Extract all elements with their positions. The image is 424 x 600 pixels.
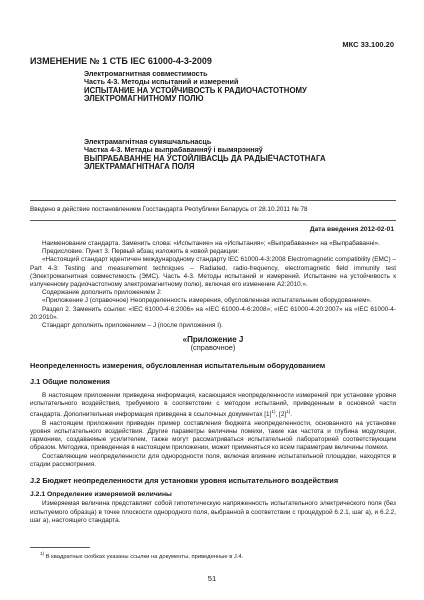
footnote-ref: 1) (271, 409, 276, 415)
section-heading: J.1 Общие положения (30, 376, 110, 386)
title-by-line: Электрамагнітная сумяшчальнасць (84, 137, 212, 146)
section-heading: Неопределенность измерения, обусловленная испытательным оборудованием (30, 360, 326, 370)
standard-title-by (84, 138, 326, 172)
appendix-subtitle: (справочное) (190, 343, 236, 353)
paragraph: Раздел 2. Заменить ссылки: «IEC 61000-4-6:2006» на «IEC 61000-4-6:2008»; «IEC 61000-4-20:2007» на «IEC 61000-4-20:2010». (30, 305, 396, 321)
title-ru-line: Электромагнитная совместимость (84, 69, 208, 78)
divider (30, 220, 396, 221)
title-by-line: ЭЛЕКТРАМАГНІТНАГА ПОЛЯ (84, 162, 195, 172)
title-by-line: Частка 4-3. Метады выпрабаванняў і вымярэнняў (84, 145, 263, 155)
paragraph: «Приложение J (справочное) Неопределенность измерения, обусловленная испытательным оборудованием». (42, 297, 372, 305)
title-by-line: ВЫПРАБАВАННЕ НА ЎСТОЙЛІВАСЦЬ ДА РАДЫЁЧАСТОТНАГА (84, 153, 326, 163)
footnote-ref: 1) (286, 409, 291, 415)
effective-date: Дата введения 2012-02-01 (309, 226, 394, 233)
title-ru-line: ЭЛЕКТРОМАГНИТНОМУ ПОЛЮ (84, 94, 204, 104)
paragraph: Предисловие. Пункт 3. Первый абзац изложить в новой редакции: (42, 248, 240, 256)
paragraph: В настоящем приложении приведен пример составления бюджета неопределенности, основанного на установке уровня испытательного воздействия. Другие параметры величины помехи, такие как частота и глубина модуляции, гармоники, создаваемые усилителем, также могут рассматриваться испытательной лабораторией соответствующим образом. Методика, приведенная в настоящем приложении, может применяться ко всем параметрам величины помехи. (30, 419, 396, 452)
paragraph: Содержание дополнить приложением J: (42, 289, 162, 297)
paragraph (30, 392, 396, 420)
page-number: 51 (207, 574, 217, 583)
footnote (40, 551, 243, 560)
text-run: В настоящем приложении приведена информация, касающаяся неопределенности измерений при установке уровня испытательного воздействия, требуемого в соответствии с методом испытаний, приведенным в основной части стандарта. Дополнительная информация приведена в ссылочных документах [1] (30, 392, 396, 419)
document-body (30, 240, 396, 525)
text-run: , [2] (275, 411, 287, 419)
classification-code: МКС 33.100.20 (342, 40, 394, 49)
paragraph: Стандарт дополнить приложением – J (после приложения I). (42, 322, 223, 330)
subsection-heading: J.2.1 Определение измеряемой величины (30, 491, 172, 499)
paragraph: «Настоящий стандарт идентичен международному стандарту IEC 61000-4-3:2008 Electromagnetic compatibility (EMC) – Part 4-3: Testing and measurement techniques – Radiated, radio-frequency, electromagnetic field immunity test (Электромагнитная совместимость (ЭМС). Часть 4-3. Методы испытаний и измерений. Испытание на устойчивость к излученному радиочастотному электромагнитному полю), включая его изменение A2:2010.». (30, 256, 396, 289)
enactment-note: Введено в действие постановлением Госстандарта Республики Беларусь от 28.10.2011 № 78 (30, 206, 308, 213)
footnote-divider (30, 547, 90, 548)
standard-title-ru (84, 70, 307, 104)
section-heading: J.2 Бюджет неопределенности для установки уровня испытательного воздействия (30, 476, 339, 485)
divider (30, 200, 396, 201)
title-ru-line: ИСПЫТАНИЕ НА УСТОЙЧИВОСТЬ К РАДИОЧАСТОТНОМУ (84, 85, 307, 95)
amendment-title: ИЗМЕНЕНИЕ № 1 СТБ IEC 61000-4-3-2009 (30, 56, 212, 66)
footnote-text: В квадратных скобках указаны ссылки на документы, приведенные в J.4. (44, 553, 244, 560)
title-ru-line: Часть 4-3. Методы испытаний и измерений (84, 77, 239, 87)
paragraph: Составляющие неопределенности для однородности поля, включая влияние испытательной площадки, находятся в стадии рассмотрения. (30, 452, 396, 468)
paragraph: Измеряемая величина представляет собой гипотетическую напряженность испытательного электрического поля (без испытуемого образца) в точке плоскости однородного поля, выбранной в соответствии с процедурой 6.2.1, шаг а), и 6.2.2, шаг а), настоящего стандарта. (30, 500, 396, 524)
footnote-mark: 1) (40, 551, 45, 556)
text-run: . (290, 411, 293, 419)
appendix-title: «Приложение J (182, 335, 244, 345)
paragraph: Наименование стандарта. Заменить слова: «Испытание» на «Испытания»; «Выпрабаванне» на «Выпрабаванні». (42, 240, 380, 247)
